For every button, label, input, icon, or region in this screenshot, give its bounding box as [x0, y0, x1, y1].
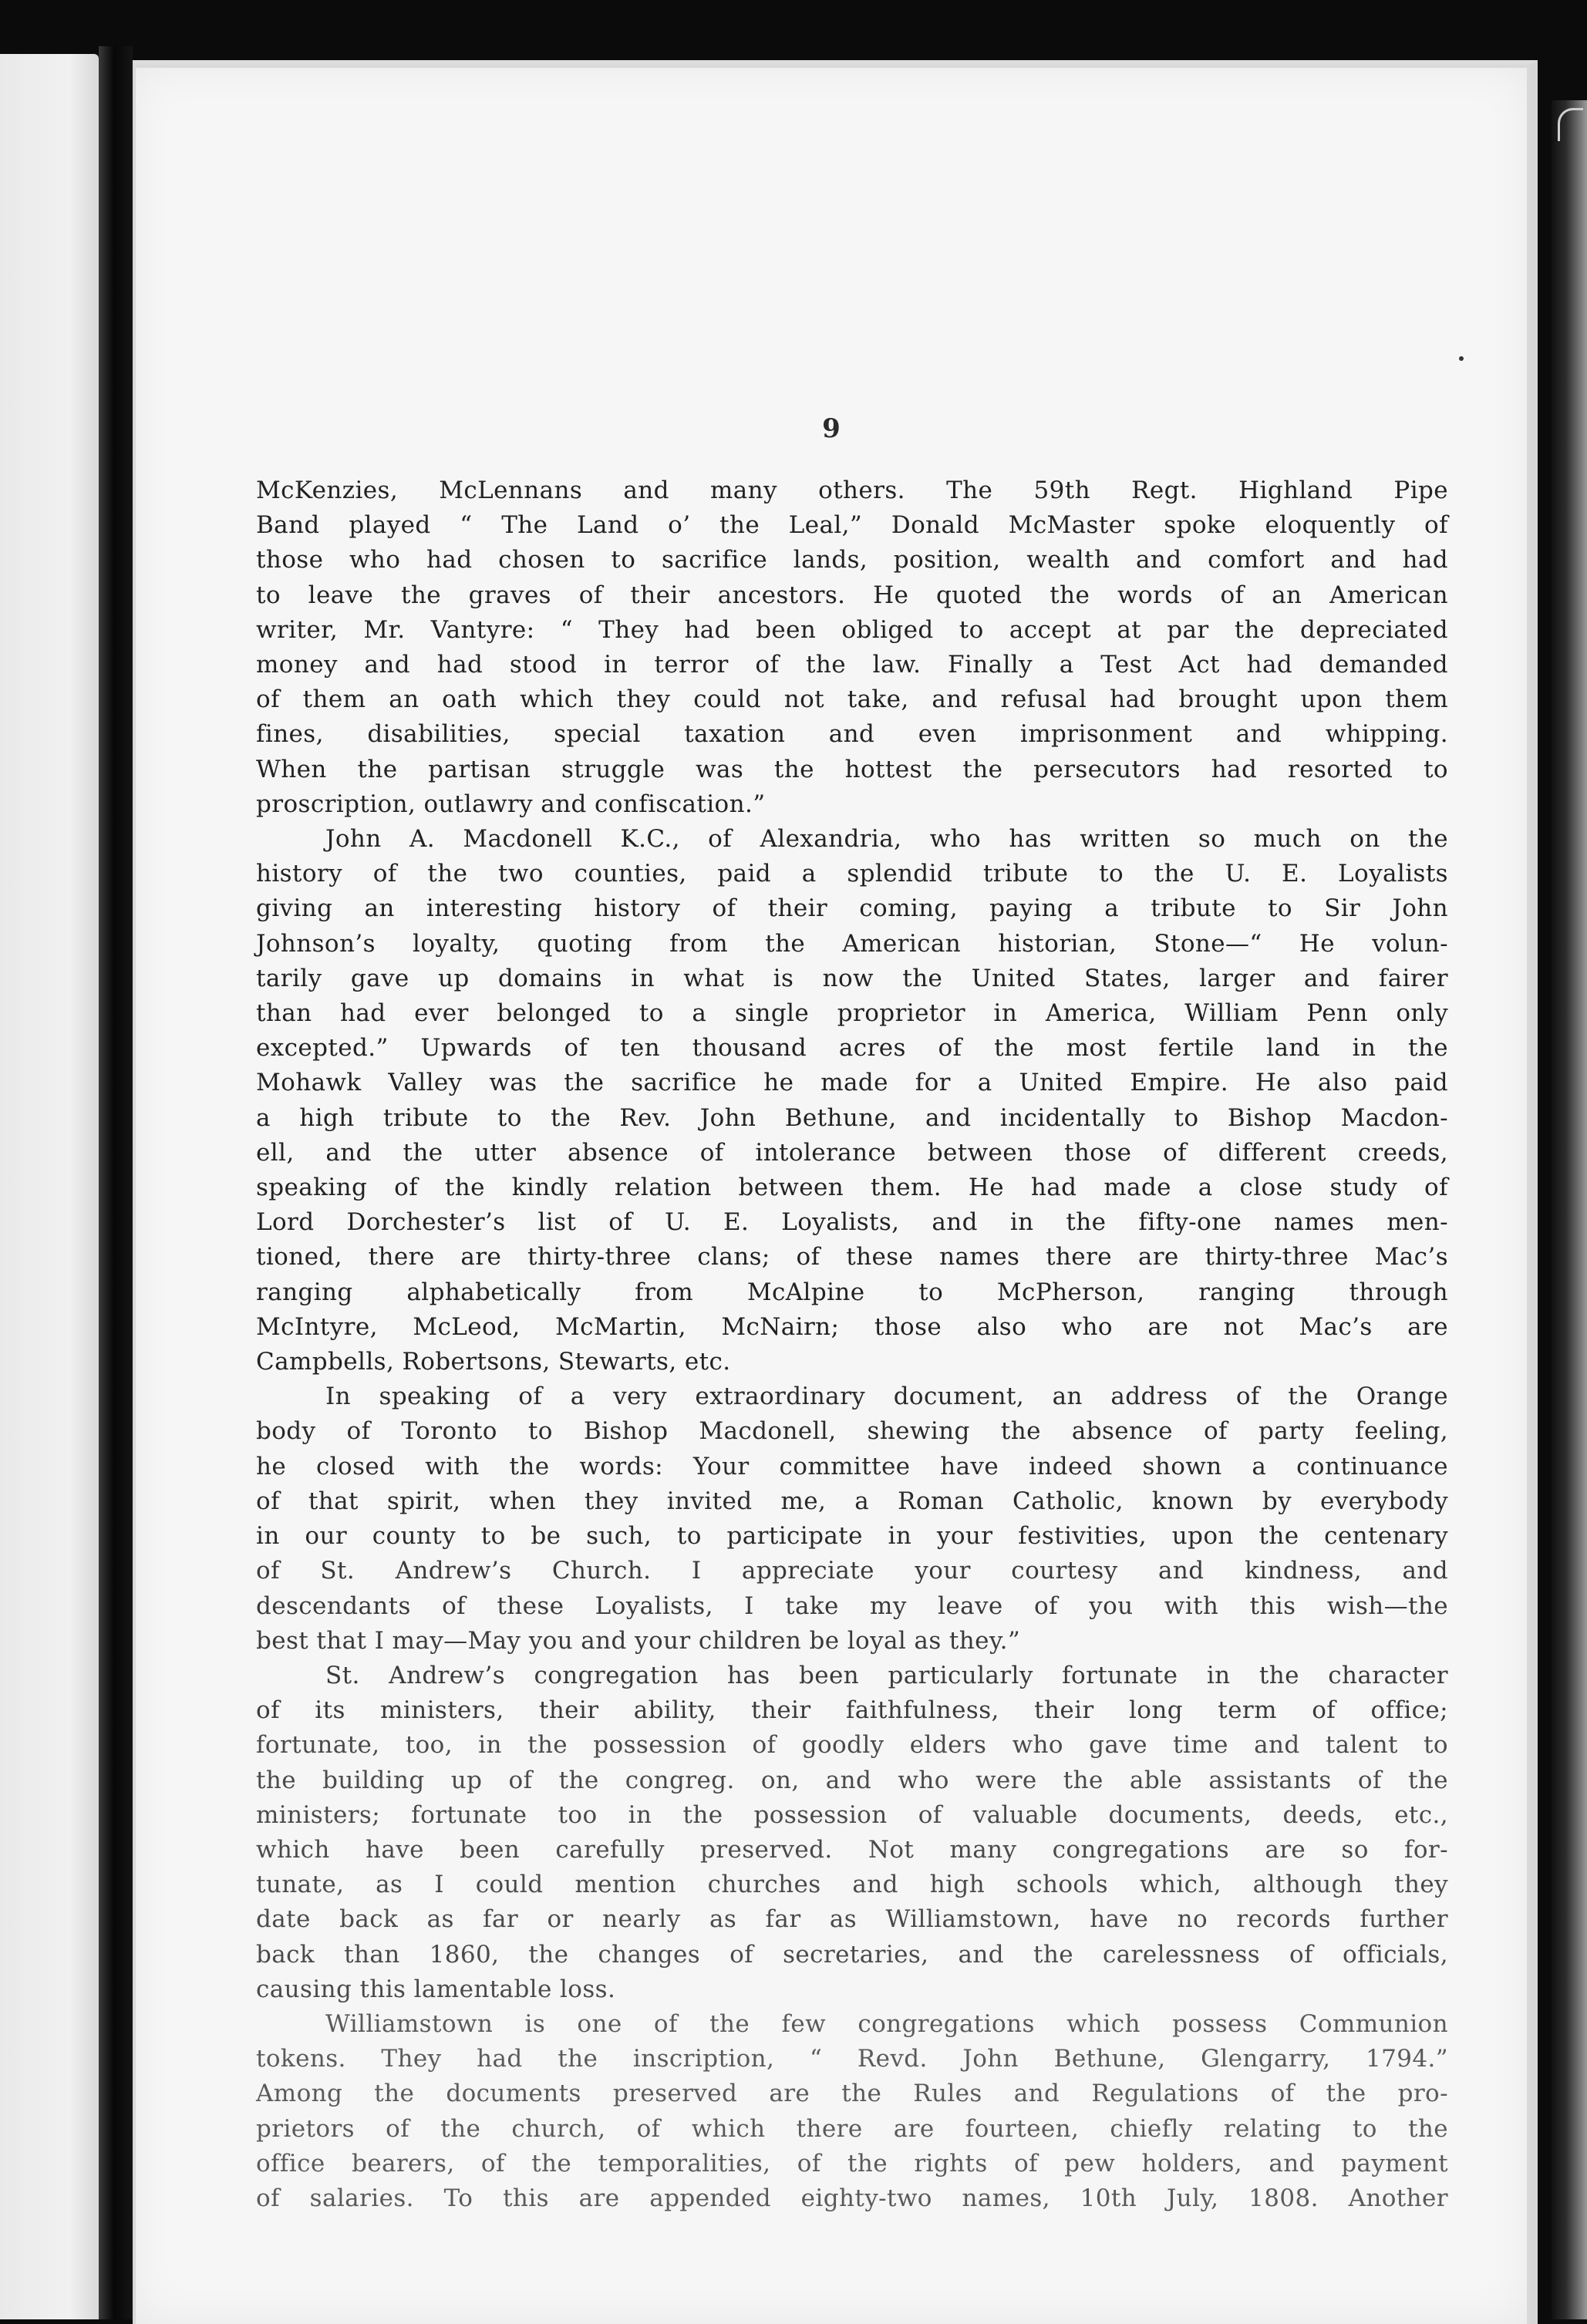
- text-line: of them an oath which they could not take, and refusal had brought upon them: [256, 685, 1448, 714]
- text-line: in our county to be such, to participate in your festivities, upon the centenary: [256, 1522, 1448, 1551]
- next-leaf-edge: [1552, 100, 1587, 2319]
- text-line: speaking of the kindly relation between them. He had made a close study of: [256, 1174, 1448, 1202]
- text-line: tunate, as I could mention churches and high schools which, although they: [256, 1871, 1448, 1899]
- text-line: of St. Andrew’s Church. I appreciate your courtesy and kindness, and: [256, 1557, 1448, 1585]
- text-line: to leave the graves of their ancestors. He quoted the words of an American: [256, 581, 1448, 609]
- text-line: Lord Dorchester’s list of U. E. Loyalists, and in the fifty-one names men-: [256, 1208, 1448, 1237]
- text-line: Among the documents preserved are the Rules and Regulations of the pro-: [256, 2080, 1448, 2108]
- document-page: [133, 60, 1538, 2324]
- text-line: causing this lamentable loss.: [256, 1975, 616, 2003]
- text-line: those who had chosen to sacrifice lands, position, wealth and comfort and had: [256, 546, 1448, 574]
- text-line: Band played “ The Land o’ the Leal,” Donald McMaster spoke eloquently of: [256, 511, 1448, 540]
- text-line: fines, disabilities, special taxation and even imprisonment and whipping.: [256, 720, 1448, 749]
- text-line: than had ever belonged to a single proprietor in America, William Penn only: [256, 999, 1448, 1028]
- text-line: money and had stood in terror of the law. Finally a Test Act had demanded: [256, 651, 1448, 679]
- facing-page-edge: [0, 54, 99, 2319]
- text-line: prietors of the church, of which there are fourteen, chiefly relating to the: [256, 2114, 1448, 2143]
- print-speck: [1459, 356, 1464, 361]
- text-line: John A. Macdonell K.C., of Alexandria, who has written so much on the: [325, 825, 1448, 854]
- text-line: proscription, outlawry and confiscation.”: [256, 790, 766, 818]
- text-line: a high tribute to the Rev. John Bethune, and incidentally to Bishop Macdon-: [256, 1103, 1448, 1132]
- text-line: ell, and the utter absence of intolerance between those of different creeds,: [256, 1138, 1448, 1167]
- text-line: of its ministers, their ability, their faithfulness, their long term of office;: [256, 1696, 1448, 1725]
- text-line: In speaking of a very extraordinary document, an address of the Orange: [325, 1383, 1448, 1411]
- text-line: fortunate, too, in the possession of goodly elders who gave time and talent to: [256, 1731, 1448, 1760]
- text-line: office bearers, of the temporalities, of the rights of pew holders, and payment: [256, 2149, 1448, 2177]
- page-curl: [1558, 108, 1583, 141]
- text-line: body of Toronto to Bishop Macdonell, shewing the absence of party feeling,: [256, 1417, 1448, 1446]
- text-line: ministers; fortunate too in the possession of valuable documents, deeds, etc.,: [256, 1800, 1448, 1829]
- text-line: McKenzies, McLennans and many others. The 59th Regt. Highland Pipe: [256, 477, 1448, 504]
- page-number: 9: [822, 413, 841, 444]
- text-line: writer, Mr. Vantyre: “ They had been obliged to accept at par the depreciated: [256, 615, 1448, 644]
- text-line: history of the two counties, paid a splendid tribute to the U. E. Loyalists: [256, 860, 1448, 888]
- text-line: ranging alphabetically from McAlpine to McPherson, ranging through: [256, 1278, 1448, 1306]
- text-line: back than 1860, the changes of secretaries, and the carelessness of officials,: [256, 1940, 1448, 1969]
- text-line: of that spirit, when they invited me, a Roman Catholic, known by everybody: [256, 1487, 1448, 1515]
- text-line: date back as far or nearly as far as Williamstown, have no records further: [256, 1905, 1448, 1934]
- text-line: Johnson’s loyalty, quoting from the American historian, Stone—“ He volun-: [256, 929, 1448, 958]
- text-line: of salaries. To this are appended eighty-two names, 10th July, 1808. Another: [256, 2184, 1448, 2212]
- body-text: [256, 473, 1448, 2216]
- text-line: descendants of these Loyalists, I take my leave of you with this wish—the: [256, 1591, 1448, 1620]
- text-line: tarily gave up domains in what is now the United States, larger and fairer: [256, 964, 1448, 992]
- text-line: giving an interesting history of their coming, paying a tribute to Sir John: [256, 894, 1448, 923]
- text-line: tokens. They had the inscription, “ Revd. John Bethune, Glengarry, 1794.”: [256, 2045, 1448, 2073]
- text-line: Campbells, Robertsons, Stewarts, etc.: [256, 1348, 731, 1376]
- text-line: tioned, there are thirty-three clans; of these names there are thirty-three Mac’s: [256, 1243, 1448, 1271]
- text-line: he closed with the words: Your committee have indeed shown a continuance: [256, 1452, 1448, 1480]
- text-line: best that I may—May you and your children be loyal as they.”: [256, 1626, 1021, 1655]
- text-line: St. Andrew’s congregation has been particularly fortunate in the character: [325, 1661, 1448, 1689]
- text-line: McIntyre, McLeod, McMartin, McNairn; those also who are not Mac’s are: [256, 1312, 1448, 1341]
- text-line: excepted.” Upwards of ten thousand acres of the most fertile land in the: [256, 1034, 1448, 1063]
- text-line: the building up of the congreg. on, and who were the able assistants of the: [256, 1766, 1448, 1794]
- book-gutter: [99, 46, 133, 2319]
- text-line: When the partisan struggle was the hottest the persecutors had resorted to: [256, 755, 1448, 783]
- text-line: which have been carefully preserved. Not many congregations are so for-: [256, 1835, 1448, 1864]
- text-line: Mohawk Valley was the sacrifice he made for a United Empire. He also paid: [256, 1069, 1448, 1097]
- text-line: Williamstown is one of the few congregations which possess Communion: [325, 2009, 1448, 2038]
